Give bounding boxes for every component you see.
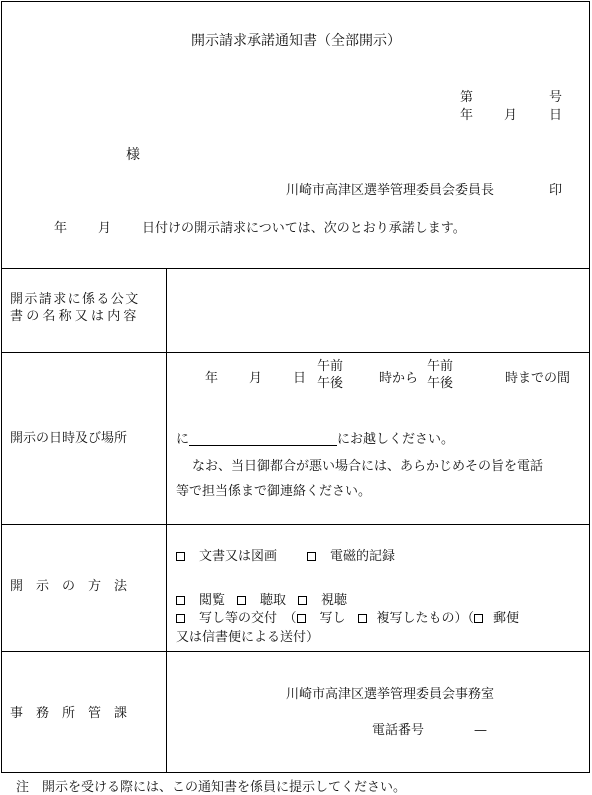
method-line3 [176, 612, 519, 625]
intro-text: 日付けの開示請求については、次のとおり承諾します。 [142, 221, 466, 236]
document-name-field[interactable] [168, 270, 588, 350]
pm-start: 午後 [317, 375, 344, 391]
option-document: 文書又は図画 [199, 549, 278, 564]
checkbox-duplicate[interactable] [358, 614, 367, 623]
document-name-label-line2: 書の名称又は内容 [10, 308, 140, 324]
option-listen: 聴取 [260, 593, 287, 608]
checkbox-view[interactable] [176, 596, 185, 605]
divider-row1 [1, 352, 590, 353]
option-copy-plain: 写し [319, 611, 346, 626]
visit-year: 年 [205, 371, 219, 386]
place-prefix: に [176, 432, 190, 447]
checkbox-copy[interactable] [176, 614, 185, 623]
method-line4: 又は信書便による送付） [176, 630, 320, 645]
document-title: 開示請求承諾通知書（全部開示） [191, 33, 401, 49]
divider-header [1, 268, 590, 269]
place-line [176, 433, 454, 446]
checkbox-copy-plain[interactable] [297, 614, 306, 623]
method-label: 開 示 の 方 法 [10, 579, 128, 594]
am-start: 午前 [317, 359, 344, 374]
ampm-end [427, 359, 453, 393]
divider-row2 [1, 524, 590, 525]
label-column-divider [166, 268, 167, 773]
option-electronic: 電磁的記録 [330, 549, 396, 564]
visit-month: 月 [249, 371, 263, 386]
office-label: 事 務 所 管 課 [10, 706, 128, 721]
date-month: 月 [504, 108, 518, 123]
intro-month: 月 [98, 221, 112, 236]
intro-year: 年 [54, 221, 68, 236]
contact-note-line1: なお、当日御都合が悪い場合には、あらかじめその旨を電話 [192, 459, 544, 474]
time-until: 時までの間 [505, 371, 571, 386]
checkbox-document[interactable] [176, 552, 185, 561]
number-prefix: 第 [460, 90, 474, 105]
date-year: 年 [460, 108, 474, 123]
addressee-suffix: 様 [126, 147, 140, 163]
time-from: 時から [379, 371, 419, 386]
datetime-place-label: 開示の日時及び場所 [10, 431, 128, 446]
place-suffix: にお越しください。 [337, 432, 455, 447]
option-mail: 郵便 [493, 611, 520, 626]
method-line2 [176, 594, 347, 607]
date-day: 日 [549, 108, 563, 123]
number-suffix: 号 [549, 90, 563, 105]
visit-day: 日 [293, 371, 307, 386]
document-name-label-line1: 開示請求に係る公文 [10, 292, 140, 307]
option-watch: 視聴 [321, 593, 348, 608]
method-line1 [176, 550, 395, 563]
phone-label: 電話番号 [372, 723, 425, 738]
seal-mark: 印 [549, 183, 563, 198]
option-view: 閲覧 [199, 593, 226, 608]
checkbox-electronic[interactable] [307, 552, 316, 561]
office-name: 川崎市高津区選挙管理委員会事務室 [286, 687, 495, 702]
option-copy-delivery: 写し等の交付 （ [199, 611, 297, 626]
document-name-label [10, 292, 140, 326]
divider-row3 [1, 651, 590, 652]
checkbox-mail[interactable] [474, 614, 483, 623]
option-duplicate: 複写したもの）（ [376, 611, 475, 626]
checkbox-watch[interactable] [298, 596, 307, 605]
contact-note-line2: 等で担当係まで御連絡ください。 [176, 484, 372, 499]
footer-note: 注 開示を受ける際には、この通知書を係員に提示してください。 [16, 780, 407, 795]
issuer-title: 川崎市高津区選挙管理委員会委員長 [286, 183, 495, 198]
place-blank[interactable] [189, 433, 337, 446]
form-frame [1, 1, 590, 773]
checkbox-listen[interactable] [237, 596, 246, 605]
pm-end: 午後 [427, 375, 454, 391]
ampm-start [317, 359, 343, 393]
phone-dash: — [474, 723, 487, 738]
am-end: 午前 [427, 359, 454, 374]
